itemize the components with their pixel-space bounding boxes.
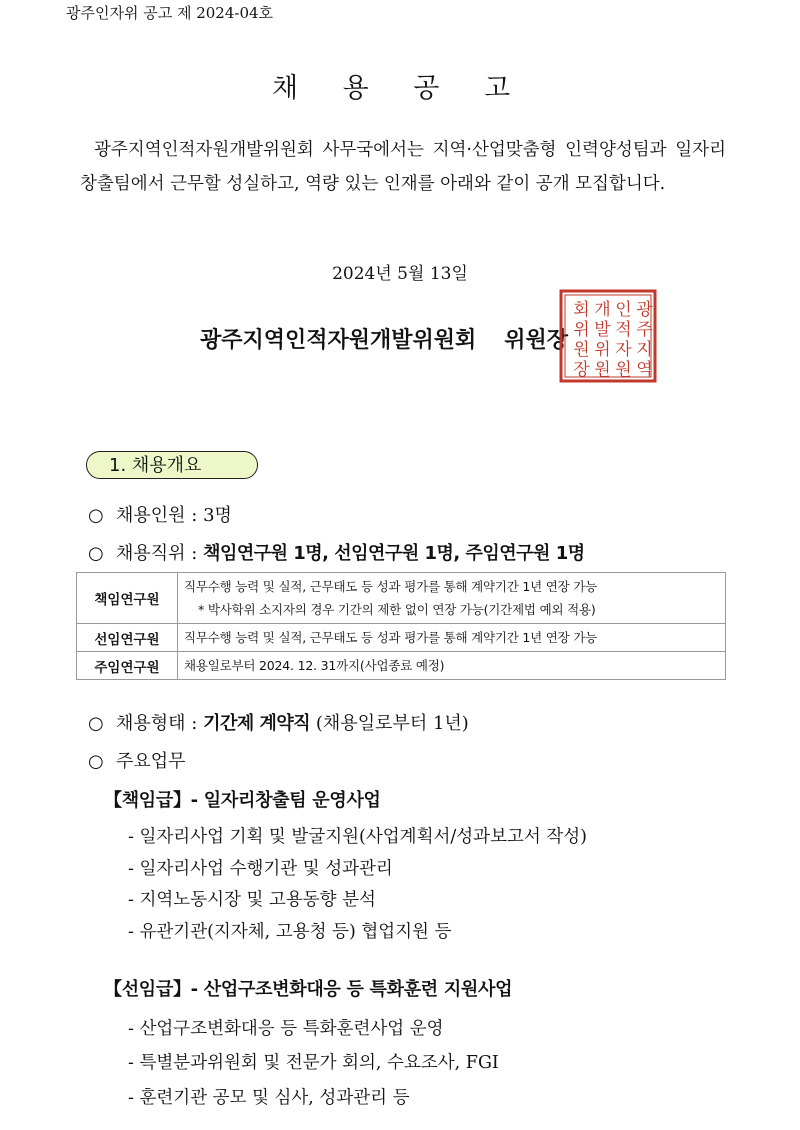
seal-glyph: 원 [573,340,590,360]
duty-category-senior [104,786,381,812]
seal-glyph: 인 [615,300,632,320]
description-cell [178,573,726,624]
employment-type-line [88,709,469,735]
duties-label: 주요업무 [116,751,186,772]
duty-item: - 일자리사업 기획 및 발굴지원(사업계획서/성과보고서 작성) [128,827,587,847]
seal-glyph: 주 [636,320,653,340]
announcement-date: 2024년 5월 13일 [332,264,468,284]
seal-glyph: 지 [636,340,653,360]
seal-glyph: 발 [594,320,611,340]
seal-glyph: 원 [615,360,632,380]
description-line: 직무수행 능력 및 실적, 근무태도 등 성과 평가를 통해 계약기간 1년 연장 가능 [184,579,598,594]
rank-cell: 선임연구원 [77,624,178,652]
seal-glyph: 개 [594,300,611,320]
circle-bullet-icon: ○ [88,713,104,734]
description-cell [178,624,726,652]
headcount-line [88,501,232,527]
positions-label: 채용직위 : [116,543,204,564]
seal-glyph: 적 [615,320,632,340]
seal-glyph: 위 [573,320,590,340]
intro-paragraph [80,133,726,201]
positions-line [88,539,585,565]
positions-value: 책임연구원 1명, 선임연구원 1명, 주임연구원 1명 [203,543,585,564]
table-row [77,652,726,680]
duty-item: - 일자리사업 수행기관 및 성과관리 [128,859,393,879]
seal-glyph: 장 [573,360,590,380]
description-cell [178,652,726,680]
seal-glyph: 위 [594,340,611,360]
seal-glyph: 역 [636,360,653,380]
rank-cell: 주임연구원 [77,652,178,680]
duty-category-mid [104,975,512,1001]
page-title: 채 용 공 고 [271,73,529,104]
section-heading-overview: 1. 채용개요 [86,451,258,479]
positions-table [76,572,726,680]
duties-heading [88,747,186,773]
issuer-org-name: 광주지역인적자원개발위원회 [200,328,477,353]
headcount-label: 채용인원 : [116,505,204,526]
duty-item: - 특별분과위원회 및 전문가 회의, 수요조사, FGI [128,1053,499,1073]
employment-type-note: (채용일로부터 1년) [310,713,469,734]
description-line: 채용일로부터 2024. 12. 31까지(사업종료 예정) [184,658,445,673]
employment-type-label: 채용형태 : [116,713,204,734]
notice-number: 광주인자위 공고 제 2024-04호 [66,4,274,22]
circle-bullet-icon: ○ [88,505,104,526]
duty-item: - 산업구조변화대응 등 특화훈련사업 운영 [128,1019,444,1039]
headcount-value: 3명 [203,505,232,526]
issuer-role: 위원장 [504,328,569,353]
official-seal-icon [559,289,657,383]
seal-glyph: 원 [594,360,611,380]
seal-glyph: 회 [573,300,590,320]
seal-glyph: 자 [615,340,632,360]
circle-bullet-icon: ○ [88,543,104,564]
intro-text: 광주지역인적자원개발위원회 사무국에서는 지역·산업맞춤형 인력양성팀과 일자리창출팀에서 근무할 성실하고, 역량 있는 인재를 아래와 같이 공개 모집합니다. [80,140,726,194]
issuer [200,323,568,354]
duty-item: - 훈련기관 공모 및 심사, 성과관리 등 [128,1088,410,1108]
duty-category-title: 【선임급】- 산업구조변화대응 등 특화훈련 지원사업 [104,979,513,1000]
seal-glyph: 광 [636,300,653,320]
duty-item: - 지역노동시장 및 고용동향 분석 [128,890,376,910]
duty-item: - 유관기관(지자체, 고용청 등) 협업지원 등 [128,922,452,942]
rank-cell: 책임연구원 [77,573,178,624]
description-line: * 박사학위 소지자의 경우 기간의 제한 없이 연장 가능(기간제법 예외 적용) [198,602,596,617]
table-row [77,573,726,624]
description-line: 직무수행 능력 및 실적, 근무태도 등 성과 평가를 통해 계약기간 1년 연장 가능 [184,630,598,645]
duty-category-title: 【책임급】- 일자리창출팀 운영사업 [104,790,381,811]
employment-type-value: 기간제 계약직 [203,713,311,734]
circle-bullet-icon: ○ [88,751,104,772]
table-row [77,624,726,652]
